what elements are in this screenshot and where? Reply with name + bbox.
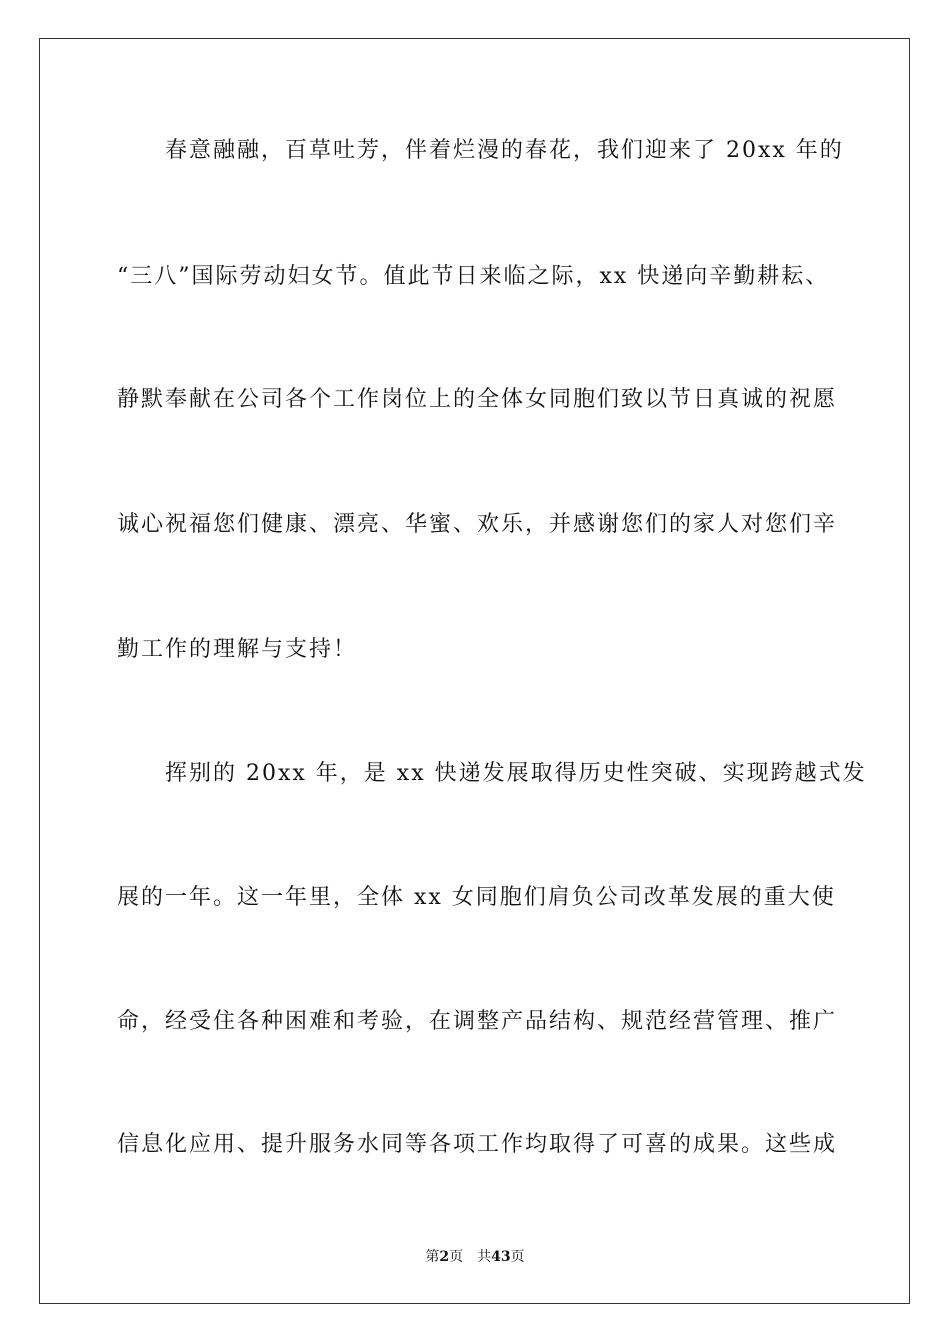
page-prefix: 第	[425, 1249, 440, 1265]
total-pages: 43	[491, 1249, 511, 1265]
total-prefix: 共	[477, 1249, 492, 1265]
paragraph-1-line-3: 静默奉献在公司各个工作岗位上的全体女同胞们致以节日真诚的祝愿	[117, 387, 838, 412]
paragraph-1-line-4: 诚心祝福您们健康、漂亮、华蜜、欢乐，并感谢您们的家人对您们辛	[117, 512, 838, 537]
total-suffix: 页	[510, 1249, 525, 1265]
paragraph-2-line-2: 展的一年。这一年里，全体 xx 女同胞们肩负公司改革发展的重大使	[117, 885, 836, 910]
page-border	[39, 38, 910, 1304]
paragraph-2-line-4: 信息化应用、提升服务水同等各项工作均取得了可喜的成果。这些成	[117, 1132, 838, 1157]
paragraph-1-line-1: 春意融融，百草吐芳，伴着烂漫的春花，我们迎来了 20xx 年的	[165, 138, 844, 163]
page-suffix: 页	[449, 1249, 464, 1265]
paragraph-2-line-3: 命，经受住各种困难和考验，在调整产品结构、规范经营管理、推广	[117, 1009, 838, 1034]
page-number: 2	[439, 1249, 450, 1265]
page-footer	[0, 1247, 950, 1267]
paragraph-1-line-5: 勤工作的理解与支持！	[117, 637, 358, 662]
paragraph-2-line-1: 挥别的 20xx 年，是 xx 快递发展取得历史性突破、实现跨越式发	[165, 761, 867, 786]
paragraph-1-line-2: “三八”国际劳动妇女节。值此节日来临之际，xx 快递向辛勤耕耘、	[117, 264, 830, 289]
